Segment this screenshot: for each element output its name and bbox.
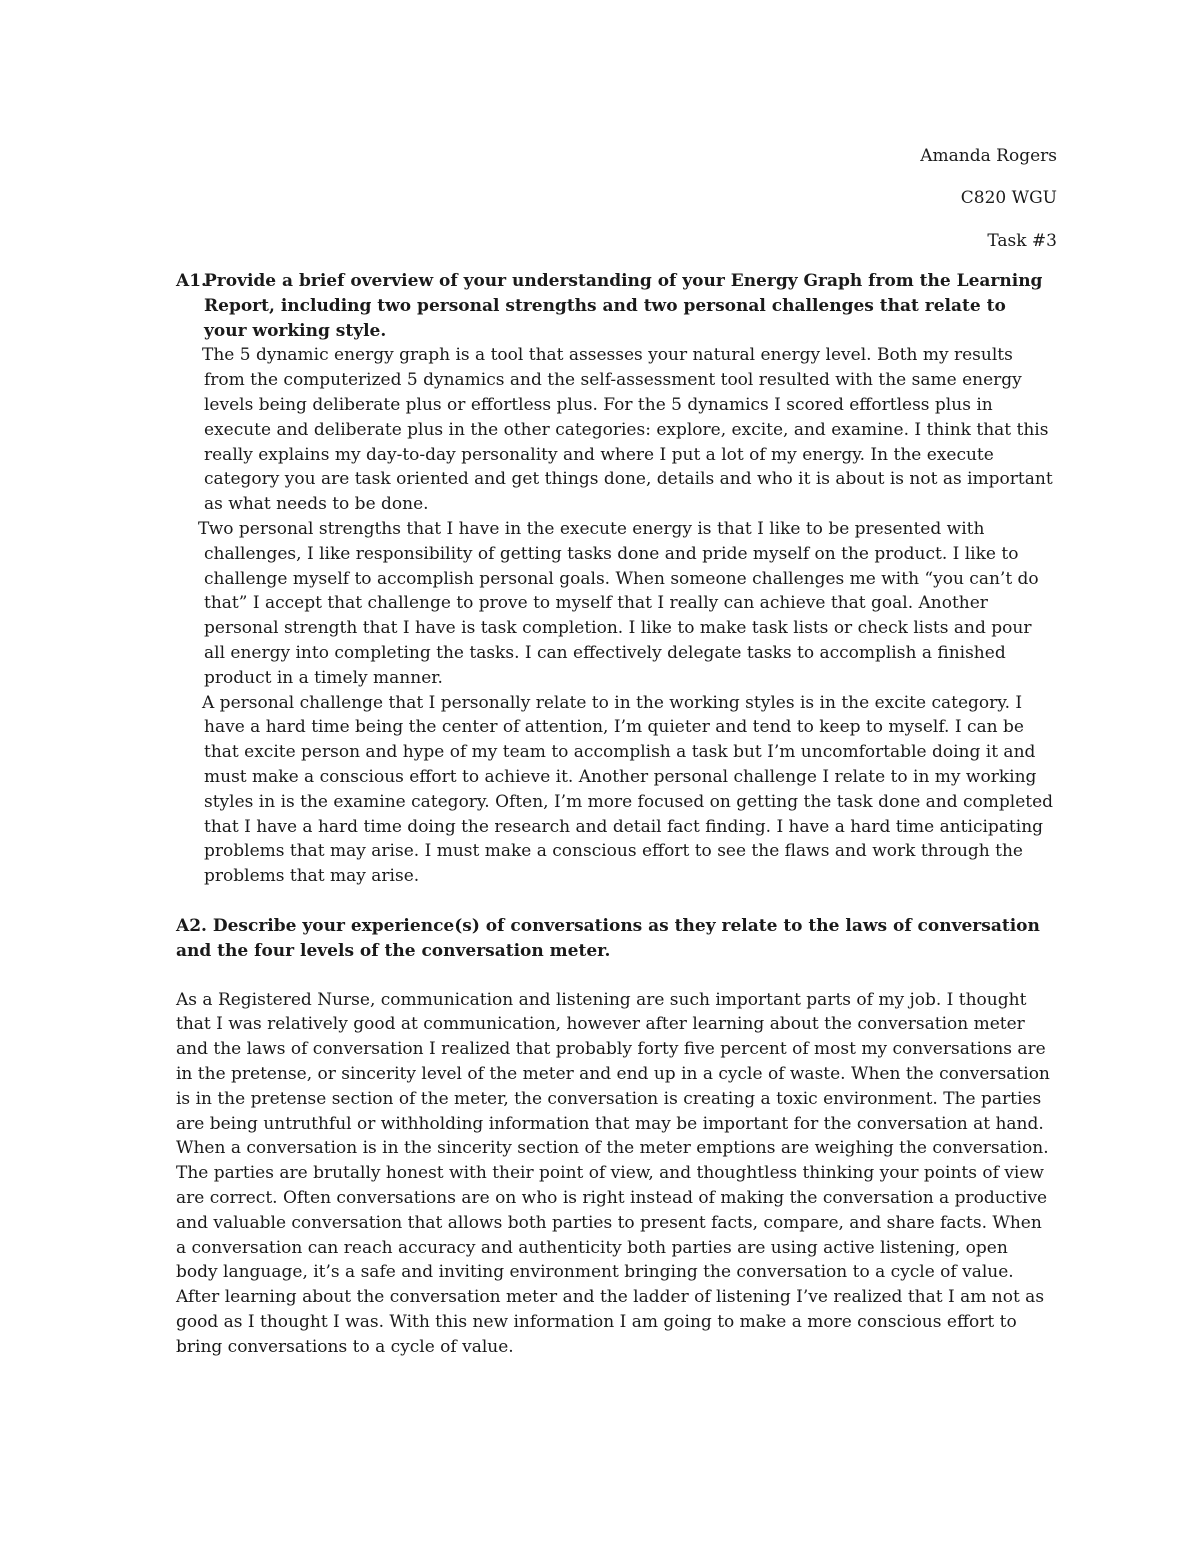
a1-label: A1. <box>176 271 207 291</box>
a2-body <box>176 988 1054 1360</box>
a1-paragraph-strengths: Two personal strengths that I have in the execute energy is that I like to be presented with challenges, I like responsibility of getting tasks done and pride myself on the product. I like to challenge myself to accomplish personal goals. When someone challenges me with “you can’t do that” I accept that challenge to prove to myself that I really can achieve that goal. Another personal strength that I have is task completion. I like to make task lists or check lists and pour all energy into completing the tasks. I can effectively delegate tasks to accomplish a finished product in a timely manner. <box>198 518 1039 688</box>
a1-question-heading <box>176 269 1054 343</box>
section-a1 <box>176 269 1054 889</box>
a1-paragraph-overview: The 5 dynamic energy graph is a tool that assesses your natural energy level. Both my results from the computerized 5 dynamics and the self-assessment tool resulted with the same energy levels being deliberate plus or effortless plus. For the 5 dynamics I scored effortless plus in execute and deliberate plus in the other categories: explore, excite, and examine. I think that this really explains my day-to-day personality and where I put a lot of my energy. In the execute category you are task oriented and get things done, details and who it is about is not as important as what needs to be done. <box>202 345 1053 515</box>
a2-paragraph-reflection: After learning about the conversation meter and the ladder of listening I’ve realized that I am not as good as I thought I was. With this new information I am going to make a more conscious effort to bring conversations to a cycle of value. <box>176 1287 1045 1357</box>
a2-question-heading: A2. Describe your experience(s) of conversations as they relate to the laws of conversation and the four levels of the conversation meter. <box>176 916 1040 961</box>
a2-paragraph-experience: As a Registered Nurse, communication and listening are such important parts of my job. I thought that I was relatively good at communication, however after learning about the conversation meter and the laws of conversation I realized that probably forty five percent of most my conversations are in the pretense, or sincerity level of the meter and end up in a cycle of waste. When the conversation is in the pretense section of the meter, the conversation is creating a toxic environment. The parties are being untruthful or withholding information that may be important for the conversation at hand. When a conversation is in the sincerity section of the meter emptions are weighing the conversation. The parties are brutally honest with their point of view, and thoughtless thinking your points of view are correct. Often conversations are on who is right instead of making the conversation a productive and valuable conversation that allows both parties to present facts, compare, and share facts. When a conversation can reach accuracy and authenticity both parties are using active listening, open body language, it’s a safe and inviting environment bringing the conversation to a cycle of value. <box>176 989 1050 1283</box>
a1-paragraph-challenges: A personal challenge that I personally relate to in the working styles is in the excite category. I have a hard time being the center of attention, I’m quieter and tend to keep to myself. I can be that excite person and hype of my team to accomplish a task but I’m uncomfortable doing it and must make a conscious effort to achieve it. Another personal challenge I relate to in my working styles in is the examine category. Often, I’m more focused on getting the task done and completed that I have a hard time doing the research and detail fact finding. I have a hard time anticipating problems that may arise. I must make a conscious effort to see the flaws and work through the problems that may arise. <box>202 692 1054 887</box>
section-a2 <box>176 914 1054 1360</box>
course-code: C820 WGU <box>960 188 1057 208</box>
a1-question-text: Provide a brief overview of your understanding of your Energy Graph from the Learning Report, including two personal strengths and two personal challenges that relate to your working style. <box>204 271 1043 341</box>
task-number: Task #3 <box>987 231 1057 251</box>
author-name: Amanda Rogers <box>920 146 1057 166</box>
